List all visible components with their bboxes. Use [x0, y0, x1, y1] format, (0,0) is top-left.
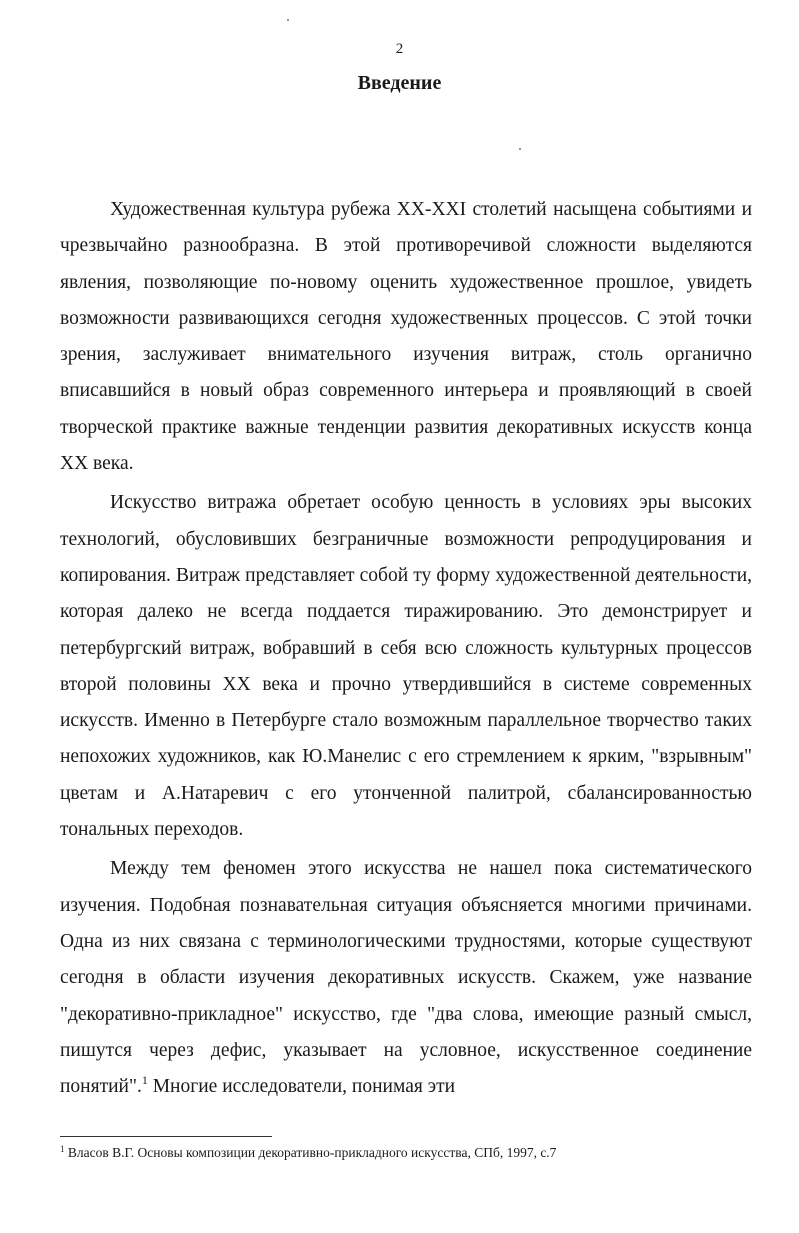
footnote: [60, 1144, 760, 1162]
page-number: 2: [395, 41, 404, 57]
paragraph-1: Художественная культура рубежа XX-XXI столетий насыщена событиями и чрезвычайно разнообразна. В этой противоречивой сложности выделяются явления, позволяющие по-новому оценить художественное прошлое, увидеть возможности развивающихся сегодня художественных процессов. С этой точки зрения, заслуживает внимательного изучения витраж, столь органично вписавшийся в новый образ современного интерьера и проявляющий в своей творческой практике важные тенденции развития декоративных искусств конца XX века.: [60, 199, 752, 475]
footnote-separator: [60, 1136, 272, 1137]
footnote-reference: 1: [141, 1073, 148, 1088]
paragraph-3: [60, 851, 752, 1105]
paragraph-2: Искусство витража обретает особую ценность в условиях эры высоких технологий, обусловивших безграничные возможности репродуцирования и копирования. Витраж представляет собой ту форму художественной деятельности, которая далеко не всегда поддается тиражированию. Это демонстрирует и петербургский витраж, вобравший в себя всю сложность культурных процессов второй половины XX века и прочно утвердившийся в системе современных искусств. Именно в Петербурге стало возможным параллельное творчество таких непохожих художников, как Ю.Манелис с его стремлением к ярким, "взрывным" цветам и А.Натаревич с его утонченной палитрой, сбалансированностью тональных переходов.: [60, 492, 752, 841]
scan-speck: [287, 19, 289, 21]
footnote-text: Власов В.Г. Основы композиции декоративно-прикладного искусства, СПб, 1997, с.7: [64, 1145, 557, 1160]
paragraph-3-text: Между тем феномен этого искусства не нашел пока систематического изучения. Подобная познавательная ситуация объясняется многими причинами. Одна из них связана с терминологическими трудностями, которые существуют сегодня в области изучения декоративных искусств. Скажем, уже название "декоративно-прикладное" искусство, где "два слова, имеющие разный смысл, пишутся через дефис, указывает на условное, искусственное соединение понятий".: [60, 858, 752, 1098]
page-title: Введение: [357, 72, 442, 94]
scan-speck: [519, 148, 521, 150]
paragraph-3-continuation: Многие исследователи, понимая эти: [147, 1076, 456, 1098]
footnote-marker: 1: [60, 1144, 65, 1154]
body-text: [60, 192, 752, 1108]
